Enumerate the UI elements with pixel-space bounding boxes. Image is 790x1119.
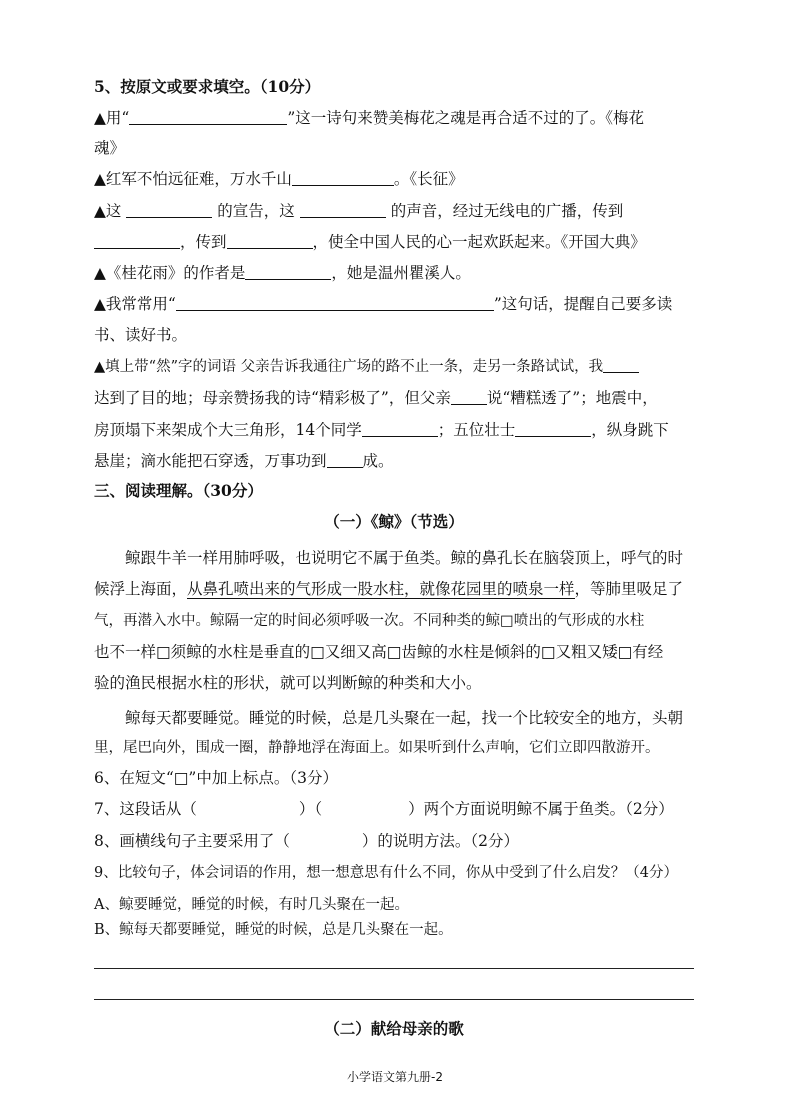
- blank[interactable]: [94, 232, 180, 249]
- question-9-option-a: A、鲸要睡觉，睡觉的时候，有时几头聚在一起。: [94, 897, 409, 913]
- q5-1-line1: ▲用“ ”这一诗句来赞美梅花之魂是再合适不过的了。《梅花: [94, 109, 645, 127]
- passage1-p1-l4: 也不一样□须鲸的水柱是垂直的□又细又高□齿鲸的水柱是倾斜的□又粗又矮□有经: [94, 643, 664, 661]
- blank[interactable]: [245, 263, 331, 280]
- q5-4: ▲《桂花雨》的作者是 ，她是温州瞿溪人。: [94, 264, 471, 282]
- answer-line[interactable]: [94, 999, 694, 1000]
- q5-5-line1: ▲我常常用“ ”这句话，提醒自己要多读: [94, 295, 673, 313]
- blank[interactable]: [176, 294, 494, 311]
- passage1-p2-l2: 里，尾巴向外，围成一圈，静静地浮在海面上。如果听到什么声响，它们立即四散游开。: [94, 740, 660, 756]
- q5-1-line2: 魂》: [94, 139, 126, 157]
- blank[interactable]: [227, 232, 313, 249]
- blank[interactable]: [451, 388, 487, 405]
- question-6: 6、在短文“□”中加上标点。（3分）: [94, 769, 338, 787]
- passage1-title: （一）《鲸》（节选）: [324, 512, 464, 531]
- passage1-p2-l1: 鲸每天都要睡觉。睡觉的时候，总是几头聚在一起，找一个比较安全的地方，头朝: [125, 709, 684, 727]
- question-7: 7、这段话从（ ）（ ）两个方面说明鲸不属于鱼类。（2分）: [94, 800, 674, 818]
- q5-3-line2: ，传到 ，使全中国人民的心一起欢跃起来。《开国大典》: [94, 231, 694, 253]
- section3-title: 三、阅读理解。（30分）: [94, 481, 263, 500]
- q5-6-line3: 房顶塌下来架成个大三角形，14个同学 ；五位壮士 ，纵身跳下: [94, 421, 669, 439]
- blank[interactable]: [126, 201, 212, 218]
- blank[interactable]: [129, 108, 287, 125]
- passage2-title: （二）献给母亲的歌: [324, 1019, 464, 1038]
- q5-6-line2: 达到了目的地；母亲赞扬我的诗“精彩极了”，但父亲 说“糟糕透了”；地震中，: [94, 389, 658, 407]
- page-footer: 小学语文第九册-2: [347, 1070, 443, 1084]
- blank[interactable]: [300, 201, 386, 218]
- passage1-p1-l2: 候浮上海面，从鼻孔喷出来的气形成一股水柱，就像花园里的喷泉一样，等肺里吸足了: [94, 580, 684, 598]
- q5-6-line4: 悬崖；滴水能把石穿透，万事功到 成。: [94, 452, 394, 470]
- blank[interactable]: [515, 420, 591, 437]
- section5-title: 5、按原文或要求填空。（10分）: [94, 77, 321, 96]
- answer-line[interactable]: [94, 968, 694, 969]
- blank[interactable]: [327, 451, 363, 468]
- blank[interactable]: [603, 356, 639, 373]
- q5-2: ▲红军不怕远征难，万水千山 。《长征》: [94, 170, 464, 188]
- question-9-option-b: B、鲸每天都要睡觉，睡觉的时候，总是几头聚在一起。: [94, 922, 453, 938]
- underlined-sentence: 从鼻孔喷出来的气形成一股水柱，就像花园里的喷泉一样: [187, 580, 575, 598]
- q5-3-line1: ▲这 的宣告，这 的声音，经过无线电的广播，传到: [94, 202, 624, 220]
- passage1-p1-l3: 气，再潜入水中。鲸隔一定的时间必须呼吸一次。不同种类的鲸□喷出的气形成的水柱: [94, 613, 645, 629]
- q5-6-line1: ▲填上带“然”字的词语 父亲告诉我通往广场的路不止一条，走另一条路试试，我: [94, 356, 694, 378]
- question-9: 9、比较句子，体会词语的作用，想一想意思有什么不同，你从中受到了什么启发？（4分）: [94, 865, 678, 881]
- passage1-p1-l5: 验的渔民根据水柱的形状，就可以判断鲸的种类和大小。: [94, 674, 482, 692]
- passage1-p1-l1: 鲸跟牛羊一样用肺呼吸，也说明它不属于鱼类。鲸的鼻孔长在脑袋顶上，呼气的时: [125, 549, 684, 567]
- blank[interactable]: [362, 420, 438, 437]
- q5-5-line2: 书、读好书。: [94, 326, 188, 344]
- blank[interactable]: [292, 169, 394, 186]
- question-8: 8、画横线句子主要采用了（ ）的说明方法。（2分）: [94, 832, 519, 850]
